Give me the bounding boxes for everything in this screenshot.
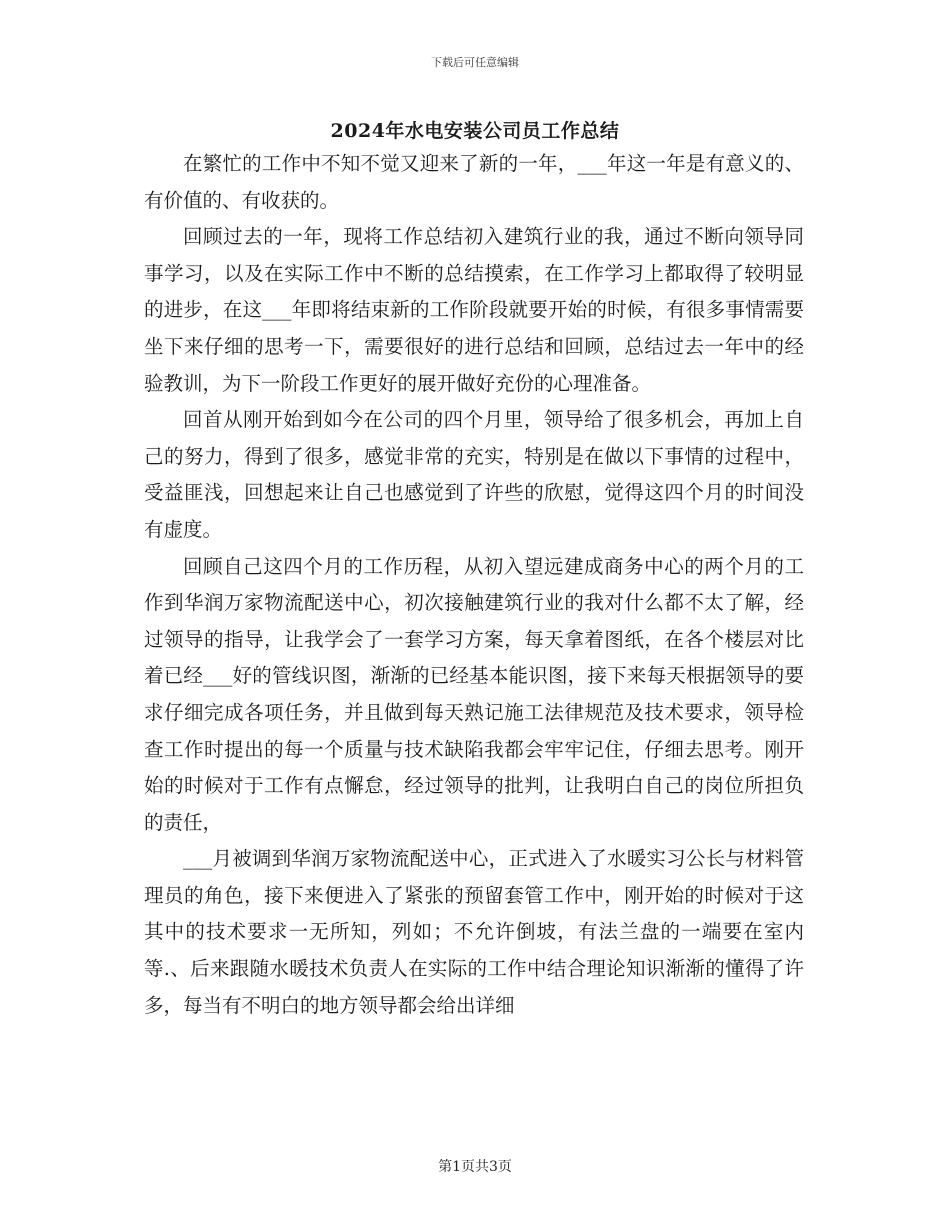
paragraph-3: 回首从刚开始到如今在公司的四个月里，领导给了很多机会，再加上自己的努力，得到了很多，感觉非常的充实，特别是在做以下事情的过程中，受益匪浅，回想起来让自己也感觉到了许些的欣慰，觉得这四个月的时间没有虚度。 [144, 408, 804, 541]
page-footer: 第1页共3页 [438, 1159, 512, 1175]
paragraph-2: 回顾过去的一年，现将工作总结初入建筑行业的我，通过不断向领导同事学习，以及在实际工作中不断的总结摸索，在工作学习上都取得了较明显的进步，在这___年即将结束新的工作阶段就要开始的时候，有很多事情需要坐下来仔细的思考一下，需要很好的进行总结和回顾，总结过去一年中的经验教训，为下一阶段工作更好的展开做好充份的心理准备。 [144, 225, 804, 395]
document-body [144, 146, 804, 1024]
paragraph-5: ___月被调到华润万家物流配送中心，正式进入了水暖实习公长与材料管理员的角色，接下来便进入了紧张的预留套管工作中，刚开始的时候对于这其中的技术要求一无所知，列如；不允许倒坡，有法兰盘的一端要在室内等.、后来跟随水暖技术负责人在实际的工作中结合理论知识渐渐的懂得了许多，每当有不明白的地方领导都会给出详细 [144, 847, 804, 1017]
paragraph-4: 回顾自己这四个月的工作历程，从初入望远建成商务中心的两个月的工作到华润万家物流配送中心，初次接触建筑行业的我对什么都不太了解，经过领导的指导，让我学会了一套学习方案，每天拿着图纸，在各个楼层对比着已经___好的管线识图，渐渐的已经基本能识图，接下来每天根据领导的要求仔细完成各项任务，并且做到每天熟记施工法律规范及技术要求，领导检查工作时提出的每一个质量与技术缺陷我都会牢牢记住，仔细去思考。刚开始的时候对于工作有点懈怠，经过领导的批判，让我明白自己的岗位所担负的责任， [144, 554, 804, 834]
header-note: 下载后可任意编辑 [431, 56, 519, 69]
paragraph-1: 在繁忙的工作中不知不觉又迎来了新的一年，___年这一年是有意义的、有价值的、有收获的。 [144, 152, 804, 212]
document-title: 2024年水电安装公司员工作总结 [330, 120, 620, 142]
